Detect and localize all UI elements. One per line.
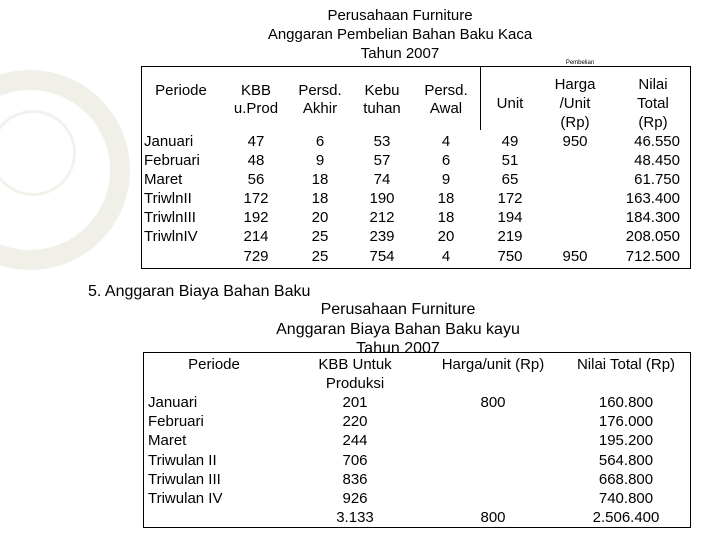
table2-period: Triwulan II bbox=[148, 452, 217, 469]
table1-title-year: Tahun 2007 bbox=[360, 45, 440, 62]
table1-akhir: 9 bbox=[315, 152, 325, 169]
table2-period: Maret bbox=[148, 432, 187, 449]
table1-kebu: 57 bbox=[373, 152, 391, 169]
table1-unit: 49 bbox=[501, 133, 519, 150]
table1-awal-total: 4 bbox=[441, 248, 451, 265]
table1-nilai: 208.050 bbox=[625, 228, 680, 245]
table2-harga: 800 bbox=[480, 394, 506, 411]
table2-kbb: 706 bbox=[342, 452, 368, 469]
table1-period: TriwlnIV bbox=[144, 228, 198, 245]
table1-akhir: 18 bbox=[311, 171, 329, 188]
table1-header-periode: Periode bbox=[155, 82, 207, 99]
table1-kbb: 48 bbox=[247, 152, 265, 169]
table1-unit: 51 bbox=[501, 152, 519, 169]
table1-period: Maret bbox=[144, 171, 183, 188]
table2-header-periode: Periode bbox=[188, 356, 240, 373]
table1-kbb: 172 bbox=[243, 190, 269, 207]
table2-header-kbb-line2: Produksi bbox=[325, 375, 385, 392]
table2-period: Triwulan IV bbox=[148, 490, 223, 507]
table2-nilai: 564.800 bbox=[598, 452, 654, 469]
table1-period: TriwlnII bbox=[144, 190, 192, 207]
table1-header-harga-line2: /Unit bbox=[559, 95, 591, 112]
table1-kbb: 56 bbox=[247, 171, 265, 188]
table1-header-harga-line3: (Rp) bbox=[560, 114, 590, 131]
table1-nilai: 46.550 bbox=[634, 133, 680, 150]
table1-kebu: 53 bbox=[373, 133, 391, 150]
table1-awal: 20 bbox=[437, 228, 455, 245]
table1-header-harga-line1: Harga bbox=[554, 76, 596, 93]
table1-kebu: 239 bbox=[369, 228, 395, 245]
table1-nilai: 163.400 bbox=[625, 190, 680, 207]
table2-kbb: 220 bbox=[342, 413, 368, 430]
table2-period: Januari bbox=[148, 394, 198, 411]
table1-header-nilai-line1: Nilai bbox=[638, 76, 668, 93]
table2-kbb-total: 3.133 bbox=[336, 509, 374, 526]
table2-header-harga: Harga/unit (Rp) bbox=[441, 356, 545, 373]
table1-header-unit: Unit bbox=[496, 95, 524, 112]
table2-title-budget: Anggaran Biaya Bahan Baku kayu bbox=[276, 321, 520, 338]
table1-nilai: 184.300 bbox=[625, 209, 680, 226]
table1-akhir: 6 bbox=[315, 133, 325, 150]
table2-title-year: Tahun 2007 bbox=[356, 340, 440, 357]
table2-title-company: Perusahaan Furniture bbox=[320, 301, 476, 318]
table1-nilai-total: 712.500 bbox=[625, 248, 680, 265]
table2-nilai-total: 2.506.400 bbox=[592, 509, 660, 526]
table1-nilai: 61.750 bbox=[634, 171, 680, 188]
table1-akhir: 25 bbox=[311, 228, 329, 245]
table1-awal: 9 bbox=[441, 171, 451, 188]
table1-header-nilai-line3: (Rp) bbox=[638, 114, 668, 131]
table1-header-awal-line1: Persd. bbox=[424, 82, 468, 99]
table1-header-awal-line2: Awal bbox=[429, 100, 463, 117]
table1-awal: 18 bbox=[437, 209, 455, 226]
table1-harga-total: 950 bbox=[562, 248, 588, 265]
table1-kbb-total: 729 bbox=[243, 248, 269, 265]
table1-kebu: 74 bbox=[373, 171, 391, 188]
table1-title-company: Perusahaan Furniture bbox=[327, 7, 473, 24]
table1-header-nilai-line2: Total bbox=[637, 95, 669, 112]
table1-kbb: 47 bbox=[247, 133, 265, 150]
table1-title-budget: Anggaran Pembelian Bahan Baku Kaca bbox=[267, 26, 533, 43]
table2-nilai: 160.800 bbox=[598, 394, 654, 411]
table2-nilai: 176.000 bbox=[598, 413, 654, 430]
table2-nilai: 195.200 bbox=[598, 432, 654, 449]
table1-header-kebu-line1: Kebu bbox=[364, 82, 400, 99]
table1-unit: 65 bbox=[501, 171, 519, 188]
table1-header-kbb-line2: u.Prod bbox=[233, 100, 279, 117]
table1-kebu: 190 bbox=[369, 190, 395, 207]
table1-header-kbb-line1: KBB bbox=[240, 82, 271, 99]
table2-kbb: 926 bbox=[342, 490, 368, 507]
table1-awal: 4 bbox=[441, 133, 451, 150]
table1-period: Februari bbox=[144, 152, 200, 169]
table1-unit: 219 bbox=[497, 228, 523, 245]
table1-kbb: 192 bbox=[243, 209, 269, 226]
table2-kbb: 836 bbox=[342, 471, 368, 488]
table1-akhir: 18 bbox=[311, 190, 329, 207]
table2-period: Februari bbox=[148, 413, 204, 430]
table1-awal: 6 bbox=[441, 152, 451, 169]
table2-kbb: 201 bbox=[342, 394, 368, 411]
table2-period: Triwulan III bbox=[148, 471, 221, 488]
table1-period: TriwlnIII bbox=[144, 209, 196, 226]
table1-corner-note: Pembelian bbox=[565, 60, 595, 66]
table2-header-kbb-line1: KBB Untuk bbox=[318, 356, 392, 373]
table2-header-nilai: Nilai Total (Rp) bbox=[576, 356, 676, 373]
table1-unit: 172 bbox=[497, 190, 523, 207]
table1-awal: 18 bbox=[437, 190, 455, 207]
table1-header-kebu-line2: tuhan bbox=[363, 100, 401, 117]
table2-nilai: 740.800 bbox=[598, 490, 654, 507]
table1-unit: 194 bbox=[497, 209, 523, 226]
table2-nilai: 668.800 bbox=[598, 471, 654, 488]
table1-harga: 950 bbox=[562, 133, 588, 150]
table1-header-akhir-line2: Akhir bbox=[302, 100, 338, 117]
section-heading: 5. Anggaran Biaya Bahan Baku bbox=[88, 283, 311, 300]
table1-header-akhir-line1: Persd. bbox=[298, 82, 342, 99]
table1-period: Januari bbox=[144, 133, 194, 150]
table2-kbb: 244 bbox=[342, 432, 368, 449]
table1-unit-total: 750 bbox=[497, 248, 523, 265]
table2-harga-total: 800 bbox=[480, 509, 506, 526]
table1-nilai: 48.450 bbox=[634, 152, 680, 169]
table1-kebu: 212 bbox=[369, 209, 395, 226]
table1-kebu-total: 754 bbox=[369, 248, 395, 265]
table1-kbb: 214 bbox=[243, 228, 269, 245]
table1-akhir-total: 25 bbox=[311, 248, 329, 265]
table1-akhir: 20 bbox=[311, 209, 329, 226]
